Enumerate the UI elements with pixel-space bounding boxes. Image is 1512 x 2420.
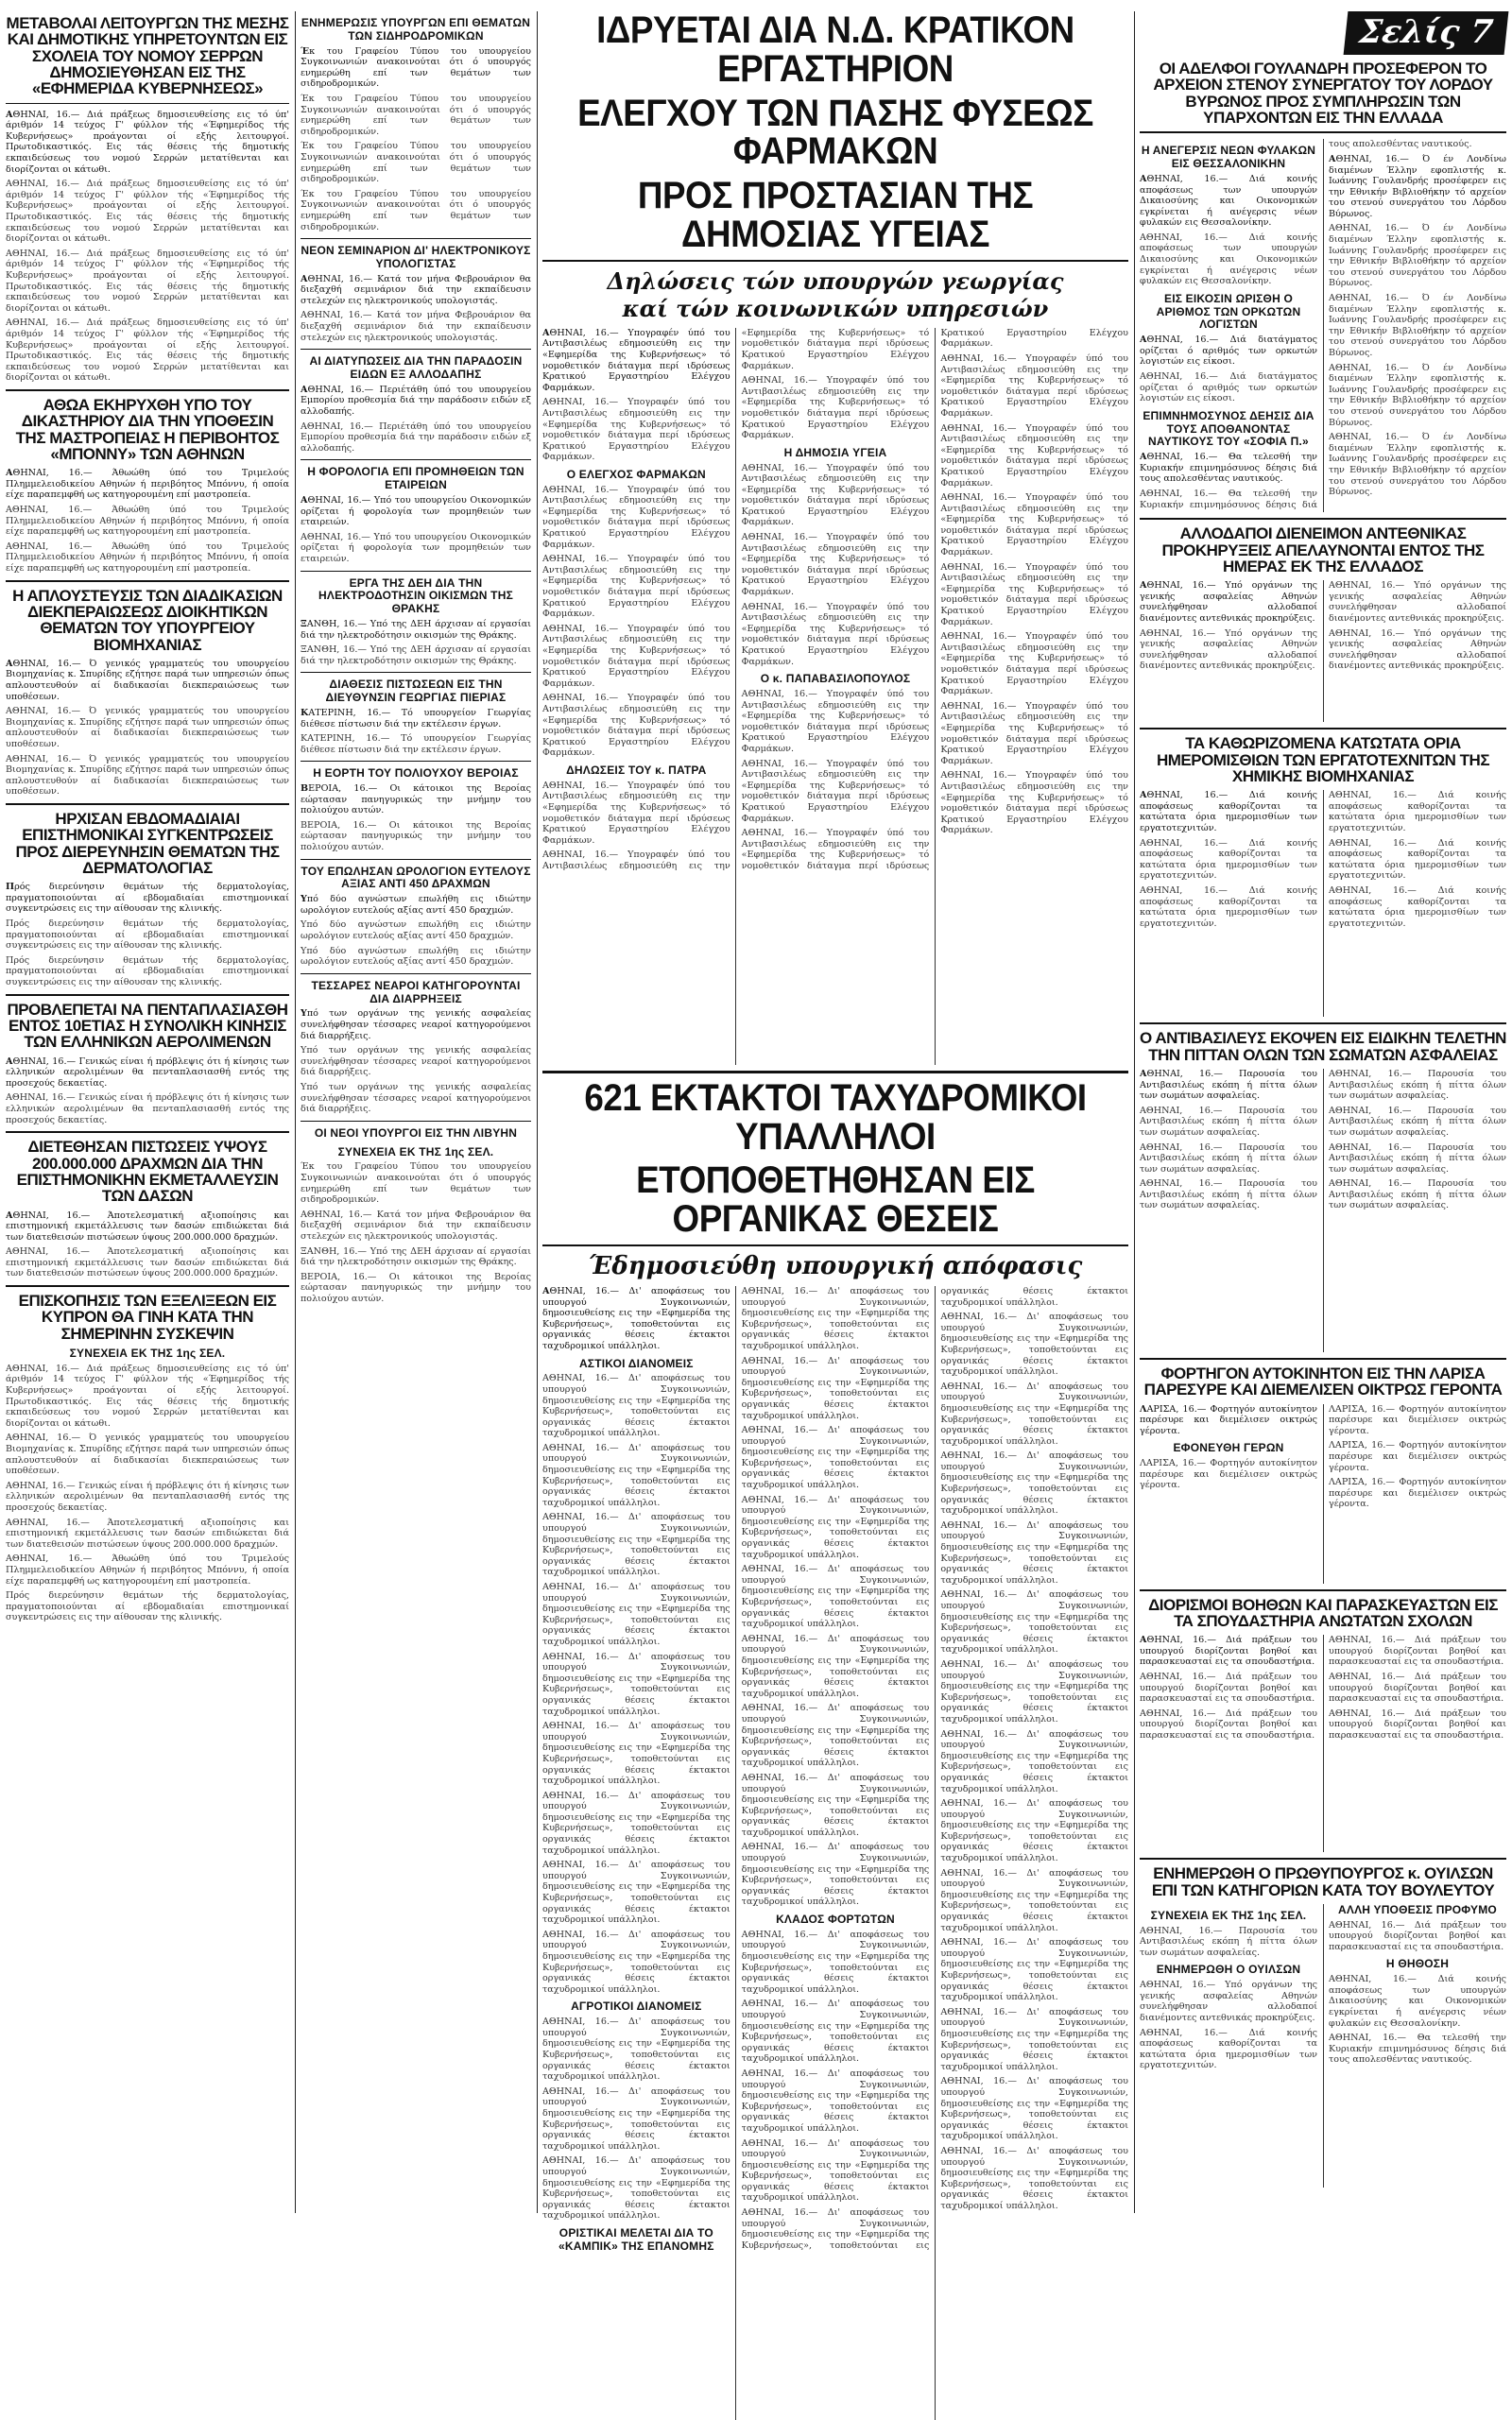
article-body [1140,139,1506,512]
article-text: ΑΘΗΝΑΙ, 16.— Δι' αποφάσεως του υπουργού Συγκοινωνιών, δημοσιευθείσης εις την «Εφημερίδα της Κυβερνήσεως», τοποθετούνται εις οργανικάς θέσεις έκτακτοι ταχυδρομικοί υπάλληλοι. [542,1651,730,1717]
headline: ΟΙ ΝΕΟΙ ΥΠΟΥΡΓΟΙ ΕΙΣ ΤΗΝ ΛΙΒΥΗΝ [314,1125,518,1140]
headline: ΜΕΤΑΒΟΛΑΙ ΛΕΙΤΟΥΡΓΩΝ ΤΗΣ ΜΕΣΗΣ ΚΑΙ ΔΗΜΟΤΙΚΗΣ ΥΠΗΡΕΤΟΥΝΤΩΝ ΕΙΣ ΣΧΟΛΕΙΑ ΤΟΥ ΝΟΜΟΥ ΣΕΡΡΩΝ ΔΗΜΟΣΙΕΥΘΗΣΑΝ ΕΙΣ ΤΗΣ «ΕΦΗΜΕΡΙΔΑ ΚΥΒΕΡΝΗΣΕΩΣ» [6,14,289,98]
headline: ΤΟΥ ΕΠΩΛΗΣΑΝ ΩΡΟΛΟΓΙΟΝ ΕΥΤΕΛΟΥΣ ΑΞΙΑΣ ΑΝΤΙ 450 ΔΡΑΧΜΩΝ [301,864,531,891]
headline-main: ΕΤΟΠΟΘΕΤΗΘΗΣΑΝ ΕΙΣ ΟΡΓΑΝΙΚΑΣ ΘΕΣΕΙΣ [636,1159,1035,1241]
article-text: ΑΘΗΝΑΙ, 16.— Κατά τον μήνα Φεβρουάριον θα διεξαχθή σεμινάριον διά την εκπαίδευσιν στελεχών εις ηλεκτρονικούς υπολογιστάς. [301,1209,531,1242]
article-text: Πρός διερεύνησιν θεμάτων τής δερματολογίας, πραγματοποιούνται αί εβδομαδιαίαι επιστημονικαί συγκεντρώσεις εις την αίθουσαν της κλινικής. [6,1590,289,1623]
article-text: ΑΘΗΝΑΙ, 16.— Δι' αποφάσεως του υπουργού Συγκοινωνιών, δημοσιευθείσης εις την «Εφημερίδα της Κυβερνήσεως», τοποθετούνται εις οργανικάς θέσεις έκτακτοι ταχυδρομικοί υπάλληλοι. [940,1658,1128,1725]
article-text: ΒΕΡΟΙΑ, 16.— Οι κάτοικοι της Βεροίας εώρτασαν πανηγυρικώς την μνήμην του πολιούχου αυτών. [301,819,531,853]
article-text: ΑΘΗΝΑΙ, 16.— Γενικώς είναι ή πρόβλεψις ότι ή κίνησις των ελληνικών αερολιμένων θα πενταπλασιασθή εντός της προσεχούς δεκαετίας. [6,1480,289,1513]
article-text: ΑΘΗΝΑΙ, 16.— Υπογραφέν ύπό του Αντιβασιλέως εδημοσιεύθη εις την «Εφημερίδα της Κυβερνήσεως» τό νομοθετικόν διάταγμα περί ιδρύσεως Κρατικού Εργαστηρίου Ελέγχου Φαρμάκων. [542,327,930,871]
article-text: ΑΘΗΝΑΙ, 16.— Υπογραφέν ύπό του Αντιβασιλέως εδημοσιεύθη εις την «Εφημερίδα της Κυβερνήσεως» τό νομοθετικόν διάταγμα περί ιδρύσεως Κρατικού Εργαστηρίου Ελέγχου Φαρμάκων. [741,532,930,598]
article-text: ΑΘΗΝΑΙ, 16.— Δι' αποφάσεως του υπουργού Συγκοινωνιών, δημοσιευθείσης εις την «Εφημερίδα της Κυβερνήσεως», τοποθετούνται εις οργανικάς θέσεις έκτακτοι ταχυδρομικοί υπάλληλοι. [940,1937,1128,2003]
divider [542,1244,1128,1246]
article-text: ΑΘΗΝΑΙ, 16.— Δι' αποφάσεως του υπουργού Συγκοινωνιών, δημοσιευθείσης εις την «Εφημερίδα της Κυβερνήσεως», τοποθετούνται εις οργανικάς θέσεις έκτακτοι ταχυδρομικοί υπάλληλοι. [741,1929,930,1995]
article-text: ΑΘΗΝΑΙ, 16.— Διά πράξεων του υπουργού διορίζονται βοηθοί και παρασκευασταί εις τα σπουδαστήρια. [1140,1635,1317,1668]
article-text: ΑΘΗΝΑΙ, 16.— Δι' αποφάσεως του υπουργού Συγκοινωνιών, δημοσιευθείσης εις την «Εφημερίδα της Κυβερνήσεως», τοποθετούνται εις οργανικάς θέσεις έκτακτοι ταχυδρομικοί υπάλληλοι. [741,1842,930,1908]
divider [6,389,289,391]
article-text: ΑΘΗΝΑΙ, 16.— Παρουσία του Αντιβασιλέως εκόπη ή πίττα όλων των σωμάτων ασφαλείας. [1329,1068,1506,1102]
article-text: ΑΘΗΝΑΙ, 16.— Διά πράξεων του υπουργού διορίζονται βοηθοί και παρασκευασταί εις τα σπουδαστήρια. [1329,1708,1506,1741]
article-text: Υπό των οργάνων της γενικής ασφαλείας συνελήφθησαν τέσσαρες νεαροί κατηγορούμενοι διά διαρρήξεις. [301,1008,531,1041]
article-text: ΑΘΗΝΑΙ, 16.— Διά πράξεως δημοσιευθείσης εις τό ύπ' άριθμόν 14 τεύχος Γ' φύλλον τής «Έφημερίδος τής Κυβερνήσεως» προάγονται οί εξής λειτουργοί. Πρωτοδικαστικός. Εις τάς θέσεις τής δημοτικής εκπαιδεύσεως του νομού Σερρών μετατίθενται και διορίζονται οι κάτωθι. [6,1363,289,1429]
section-kicker: ΟΡΙΣΤΙΚΑΙ ΜΕΛΕΤΑΙ ΔΙΑ ΤΟ «ΚΑΜΠΙΚ» ΤΗΣ ΕΠΑΝΟΜΗΣ [558,2225,714,2253]
divider [1140,518,1506,520]
article-text: ΑΘΗΝΑΙ, 16.— Διά πράξεως δημοσιευθείσης εις τό ύπ' άριθμόν 14 τεύχος Γ' φύλλον τής «Έφημερίδος τής Κυβερνήσεως» προάγονται οί εξής λειτουργοί. Πρωτοδικαστικός. Εις τάς θέσεις τής δημοτικής εκπαιδεύσεως του νομού Σερρών μετατίθενται και διορίζονται οι κάτωθι. [6,179,289,245]
article-text: ΑΘΗΝΑΙ, 16.— Δι' αποφάσεως του υπουργού Συγκοινωνιών, δημοσιευθείσης εις την «Εφημερίδα της Κυβερνήσεως», τοποθετούνται εις οργανικάς θέσεις έκτακτοι ταχυδρομικοί υπάλληλοι. [741,1285,930,1351]
article-text: ΑΘΗΝΑΙ, 16.— Δι' αποφάσεως του υπουργού Συγκοινωνιών, δημοσιευθείσης εις την «Εφημερίδα της Κυβερνήσεως», τοποθετούνται εις οργανικάς θέσεις έκτακτοι ταχυδρομικοί υπάλληλοι. [940,2145,1128,2211]
divider [1140,1358,1506,1360]
article-text: ΑΘΗΝΑΙ, 16.— Υπογραφέν ύπό του Αντιβασιλέως εδημοσιεύθη εις την «Εφημερίδα της Κυβερνήσεως» τό νομοθετικόν διάταγμα περί ιδρύσεως Κρατικού Εργαστηρίου Ελέγχου Φαρμάκων. [940,631,1128,697]
column-second [301,11,531,2213]
article-text: ΑΘΗΝΑΙ, 16.— Υπογραφέν ύπό του Αντιβασιλέως εδημοσιεύθη εις την «Εφημερίδα της Κυβερνήσεως» τό νομοθετικόν διάταγμα περί ιδρύσεως Κρατικού Εργαστηρίου Ελέγχου Φαρμάκων. [542,397,730,463]
article-text: Έκ του Γραφείου Τύπου του υπουργείου Συγκοινωνιών ανακοινούται ότι ό υπουργός ενημερώθη επί των θεμάτων των σιδηροδρομικών. [301,188,531,232]
article-text: ΑΘΗΝΑΙ, 16.— Δι' αποφάσεως του υπουργού Συγκοινωνιών, δημοσιευθείσης εις την «Εφημερίδα της Κυβερνήσεως», τοποθετούνται εις οργανικάς θέσεις έκτακτοι ταχυδρομικοί υπάλληλοι. [741,1772,930,1838]
divider [301,571,531,572]
article-text: ΑΘΗΝΑΙ, 16.— Ό έν Λονδίνω διαμένων Έλλην εφοπλιστής κ. Ιωάννης Γουλανδρής προσέφερεν εις την Εθνικήν Βιβλιοθήκην τό αρχείον του στενού συνεργάτου του Λόρδου Βύρωνος. [1329,223,1506,289]
divider [1140,1858,1506,1860]
column-center [542,9,1128,2253]
article-text: ΑΘΗΝΑΙ, 16.— Διά διατάγματος ορίζεται ό αριθμός των ορκωτών λογιστών εις είκοσι. [1140,335,1317,368]
article-text: ΑΘΗΝΑΙ, 16.— Δι' αποφάσεως του υπουργού Συγκοινωνιών, δημοσιευθείσης εις την «Εφημερίδα της Κυβερνήσεως», τοποθετούνται εις οργανικάς θέσεις έκτακτοι ταχυδρομικοί υπάλληλοι. [542,1582,730,1647]
divider [301,459,531,460]
headline: ΕΠΙΣΚΟΠΗΣΙΣ ΤΩΝ ΕΞΕΛΙΞΕΩΝ ΕΙΣ ΚΥΠΡΟΝ ΘΑ ΓΙΝΗ ΚΑΤΑ ΤΗΝ ΣΗΜΕΡΙΝΗΝ ΣΥΣΚΕΨΙΝ [18,1292,277,1343]
divider [6,994,289,996]
article-text: Πρός διερεύνησιν θεμάτων τής δερματολογίας, πραγματοποιούνται αί εβδομαδιαίαι επιστημονικαί συγκεντρώσεις εις την αίθουσαν της κλινικής. [6,918,289,952]
divider [301,1121,531,1122]
headline-main: ΠΡΟΣ ΠΡΟΣΤΑΣΙΑΝ ΤΗΣ ΔΗΜΟΣΙΑΣ ΥΓΕΙΑΣ [637,175,1034,255]
divider [6,1131,289,1133]
article-text: ΑΘΗΝΑΙ, 16.— Περιέτάθη ύπό του υπουργείου Εμπορίου προθεσμία διά την παράδοσιν ειδών εξ αλλοδαπής. [301,420,531,454]
article-text: ΑΘΗΝΑΙ, 16.— Δι' αποφάσεως του υπουργού Συγκοινωνιών, δημοσιευθείσης εις την «Εφημερίδα της Κυβερνήσεως», τοποθετούνται εις οργανικάς θέσεις έκτακτοι ταχυδρομικοί υπάλληλοι. [940,1589,1128,1656]
divider [6,803,289,805]
article-text: ΑΘΗΝΑΙ, 16.— Δι' αποφάσεως του υπουργού Συγκοινωνιών, δημοσιευθείσης εις την «Εφημερίδα της Κυβερνήσεως», τοποθετούνται εις οργανικάς θέσεις έκτακτοι ταχυδρομικοί υπάλληλοι. [542,1860,730,1926]
divider [301,672,531,673]
column-rule [1134,11,1135,2213]
article-text: ΑΘΗΝΑΙ, 16.— Παρουσία του Αντιβασιλέως εκόπη ή πίττα όλων των σωμάτων ασφαλείας. [1329,1105,1506,1138]
article-text: ΑΘΗΝΑΙ, 16.— Άθωώθη ύπό του Τριμελούς Πλημμελειοδικείου Αθηνών ή περιβόητος Μπόννυ, ή οποία είχε παραπεμφθή ως κατηγορουμένη επί μαστροπεία. [6,468,289,501]
section-kicker: ΑΛΛΗ ΥΠΟΘΕΣΙΣ ΠΡΟΦΥΜΟ [1338,1902,1497,1916]
article-text: ΑΘΗΝΑΙ, 16.— Υπό του υπουργείου Οικονομικών ορίζεται ή φορολογία των προμηθειών των εταιρειών. [301,495,531,528]
article-text: ΑΘΗΝΑΙ, 16.— Δι' αποφάσεως του υπουργού Συγκοινωνιών, δημοσιευθείσης εις την «Εφημερίδα της Κυβερνήσεως», τοποθετούνται εις οργανικάς θέσεις έκτακτοι ταχυδρομικοί υπάλληλοι. [542,1790,730,1856]
article-text: ΑΘΗΝΑΙ, 16.— Υπογραφέν ύπό του Αντιβασιλέως εδημοσιεύθη εις την «Εφημερίδα της Κυβερνήσεως» τό νομοθετικόν διάταγμα περί ιδρύσεως Κρατικού Εργαστηρίου Ελέγχου Φαρμάκων. [741,462,930,528]
article-text: ΑΘΗΝΑΙ, 16.— Δι' αποφάσεως του υπουργού Συγκοινωνιών, δημοσιευθείσης εις την «Εφημερίδα της Κυβερνήσεως», τοποθετούνται εις οργανικάς θέσεις έκτακτοι ταχυδρομικοί υπάλληλοι. [741,1703,930,1769]
headline: ΕΡΓΑ ΤΗΣ ΔΕΗ ΔΙΑ ΤΗΝ ΗΛΕΚΤΡΟΔΟΤΗΣΙΝ ΟΙΚΙΣΜΩΝ ΤΗΣ ΘΡΑΚΗΣ [318,575,513,616]
article-text: ΑΘΗΝΑΙ, 16.— Υπογραφέν ύπό του Αντιβασιλέως εδημοσιεύθη εις την «Εφημερίδα της Κυβερνήσεως» τό νομοθετικόν διάταγμα περί ιδρύσεως Κρατικού Εργαστηρίου Ελέγχου Φαρμάκων. [940,770,1128,836]
article-text: ΑΘΗΝΑΙ, 16.— Ό γενικός γραμματεύς του υπουργείου Βιομηχανίας κ. Σπυρίδης εζήτησε παρά των υπηρεσιών όπως απλουστευθούν αί διαδικασίαι διεκπεραιώσεως των υποθέσεων. [6,706,289,750]
article-body [1140,1404,1506,1584]
article-text: ΑΘΗΝΑΙ, 16.— Υπό οργάνων της γενικής ασφαλείας Αθηνών συνελήφθησαν αλλοδαποί διανέμοντες αντεθνικάς προκηρύξεις. [1140,580,1317,625]
article-text: ΑΘΗΝΑΙ, 16.— Περιέτάθη ύπό του υπουργείου Εμπορίου προθεσμία διά την παράδοσιν ειδών εξ αλλοδαπής. [301,384,531,418]
article-text: ΑΘΗΝΑΙ, 16.— Διά κοινής αποφάσεως καθορίζονται τα κατώτατα όρια ημερομισθίων των εργατοτεχνιτών. [1329,837,1506,882]
article-text: ΑΘΗΝΑΙ, 16.— Δι' αποφάσεως του υπουργού Συγκοινωνιών, δημοσιευθείσης εις την «Εφημερίδα της Κυβερνήσεως», τοποθετούνται εις οργανικάς θέσεις έκτακτοι ταχυδρομικοί υπάλληλοι. [940,1867,1128,1933]
column-right [1140,11,1506,2213]
divider [301,761,531,762]
article-text: ΚΑΤΕΡΙΝΗ, 16.— Τό υπουργείον Γεωργίας διέθεσε πίστωσιν διά την εκτέλεσιν έργων. [301,733,531,755]
headline: ΟΙ ΑΔΕΛΦΟΙ ΓΟΥΛΑΝΔΡΗ ΠΡΟΣΕΦΕΡΟΝ ΤΟ ΑΡΧΕΙΟΝ ΣΤΕΝΟΥ ΣΥΝΕΡΓΑΤΟΥ ΤΟΥ ΛΟΡΔΟΥ ΒΥΡΩΝΟΣ ΠΡΟΣ ΣΥΜΠΛΗΡΩΣΙΝ ΤΩΝ ΥΠΑΡΧΟΝΤΩΝ ΕΙΣ ΤΗΝ ΕΛΛΑΔΑ [1153,60,1493,127]
article-text: ΑΘΗΝΑΙ, 16.— Διά κοινής αποφάσεως καθορίζονται τα κατώτατα όρια ημερομισθίων των εργατοτεχνιτών. [1140,837,1317,882]
section-kicker: Η ΘΗΘΟΣΗ [1385,1957,1450,1971]
article-text: ΑΘΗΝΑΙ, 16.— Άθωώθη ύπό του Τριμελούς Πλημμελειοδικείου Αθηνών ή περιβόητος Μπόννυ, ή οποία είχε παραπεμφθή ως κατηγορουμένη επί μαστροπεία. [6,541,289,574]
article-text: ΑΘΗΝΑΙ, 16.— Ό έν Λονδίνω διαμένων Έλλην εφοπλιστής κ. Ιωάννης Γουλανδρής προσέφερεν εις την Εθνικήν Βιβλιοθήκην τό αρχείον του στενού συνεργάτου του Λόρδου Βύρωνος. [1329,153,1506,219]
article-text: ΑΘΗΝΑΙ, 16.— Παρουσία του Αντιβασιλέως εκόπη ή πίττα όλων των σωμάτων ασφαλείας. [1140,1068,1317,1102]
article-text: ΑΘΗΝΑΙ, 16.— Δι' αποφάσεως του υπουργού Συγκοινωνιών, δημοσιευθείσης εις την «Εφημερίδα της Κυβερνήσεως», τοποθετούνται εις οργανικάς θέσεις έκτακτοι ταχυδρομικοί υπάλληλοι. [542,1512,730,1578]
subheadline: Δηλώσεις τών υπουργών γεωργίας [607,266,1064,295]
section-kicker: ΕΝΗΜΕΡΩΘΗ Ο ΟΥΙΛΣΩΝ [1156,1963,1301,1977]
section-kicker: Ο ΕΛΕΓΧΟΣ ΦΑΡΜΑΚΩΝ [566,467,706,481]
article-text: ΑΘΗΝΑΙ, 16.— Δι' αποφάσεως του υπουργού Συγκοινωνιών, δημοσιευθείσης εις την «Εφημερίδα της Κυβερνήσεως», τοποθετούνται εις οργανικάς θέσεις έκτακτοι ταχυδρομικοί υπάλληλοι. [542,2085,730,2152]
article-text: ΑΘΗΝΑΙ, 16.— Υπό οργάνων της γενικής ασφαλείας Αθηνών συνελήφθησαν αλλοδαποί διανέμοντες αντεθνικάς προκηρύξεις. [1329,580,1506,625]
article-text: ΑΘΗΝΑΙ, 16.— Δι' αποφάσεως του υπουργού Συγκοινωνιών, δημοσιευθείσης εις την «Εφημερίδα της Κυβερνήσεως», τοποθετούνται εις οργανικάς θέσεις έκτακτοι ταχυδρομικοί υπάλληλοι. [741,1494,930,1560]
article-text: ΑΘΗΝΑΙ, 16.— Δι' αποφάσεως του υπουργού Συγκοινωνιών, δημοσιευθείσης εις την «Εφημερίδα της Κυβερνήσεως», τοποθετούνται εις οργανικάς θέσεις έκτακτοι ταχυδρομικοί υπάλληλοι. [940,1798,1128,1864]
article-text: ΑΘΗΝΑΙ, 16.— Ό έν Λονδίνω διαμένων Έλλην εφοπλιστής κ. Ιωάννης Γουλανδρής προσέφερεν εις την Εθνικήν Βιβλιοθήκην τό αρχείον του στενού συνεργάτου του Λόρδου Βύρωνος. [1329,293,1506,358]
headline: ΕΝΗΜΕΡΩΣΙΣ ΥΠΟΥΡΓΩΝ ΕΠΙ ΘΕΜΑΤΩΝ ΤΩΝ ΣΙΔΗΡΟΔΡΟΜΙΚΩΝ [301,16,531,43]
article-text: ΑΘΗΝΑΙ, 16.— Ό έν Λονδίνω διαμένων Έλλην εφοπλιστής κ. Ιωάννης Γουλανδρής προσέφερεν εις την Εθνικήν Βιβλιοθήκην τό αρχείον του στενού συνεργάτου του Λόρδου Βύρωνος. [1329,432,1506,498]
article-text: ΑΘΗΝΑΙ, 16.— Διά κοινής αποφάσεως καθορίζονται τα κατώτατα όρια ημερομισθίων των εργατοτεχνιτών. [1329,885,1506,929]
headline: Ο ΑΝΤΙΒΑΣΙΛΕΥΣ ΕΚΟΨΕΝ ΕΙΣ ΕΙΔΙΚΗΝ ΤΕΛΕΤΗΝ ΤΗΝ ΠΙΤΤΑΝ ΟΛΩΝ ΤΩΝ ΣΩΜΑΤΩΝ ΑΣΦΑΛΕΙΑΣ [1140,1029,1506,1064]
divider [301,859,531,860]
article-text: ΑΘΗΝΑΙ, 16.— Διά πράξεων του υπουργού διορίζονται βοηθοί και παρασκευασταί εις τα σπουδαστήρια. [1329,1919,1506,1952]
page-number-banner: Σελίς 7 [1344,11,1509,55]
article-text: ΑΘΗΝΑΙ, 16.— Δι' αποφάσεως του υπουργού Συγκοινωνιών, δημοσιευθείσης εις την «Εφημερίδα της Κυβερνήσεως», τοποθετούνται εις οργανικάς θέσεις έκτακτοι ταχυδρομικοί υπάλληλοι. [741,1564,930,1630]
article-text: Πρός διερεύνησιν θεμάτων τής δερματολογίας, πραγματοποιούνται αί εβδομαδιαίαι επιστημονικαί συγκεντρώσεις εις την αίθουσαν της κλινικής. [6,954,289,988]
article-text: ΑΘΗΝΑΙ, 16.— Δι' αποφάσεως του υπουργού Συγκοινωνιών, δημοσιευθείσης εις την «Εφημερίδα της Κυβερνήσεως», τοποθετούνται εις οργανικάς θέσεις έκτακτοι ταχυδρομικοί υπάλληλοι. [542,2017,730,2083]
article-text: Έκ του Γραφείου Τύπου του υπουργείου Συγκοινωνιών ανακοινούται ότι ό υπουργός ενημερώθη επί των θεμάτων των σιδηροδρομικών. [301,141,531,185]
headline: Η ΑΠΛΟΥΣΤΕΥΣΙΣ ΤΩΝ ΔΙΑΔΙΚΑΣΙΩΝ ΔΙΕΚΠΕΡΑΙΩΣΕΩΣ ΔΙΟΙΚΗΤΙΚΩΝ ΘΕΜΑΤΩΝ ΤΟΥ ΥΠΟΥΡΓΕΙΟΥ ΒΙΟΜΗΧΑΝΙΑΣ [12,586,283,654]
continuation-label: ΣΥΝΕΧΕΙΑ ΕΚ ΤΗΣ 1ης ΣΕΛ. [69,1347,226,1361]
article-text: ΞΑΝΘΗ, 16.— Υπό της ΔΕΗ άρχισαν αί εργασίαι διά την ηλεκτροδότησιν οικισμών της Θράκης. [301,1245,531,1268]
article-text: Έκ του Γραφείου Τύπου του υπουργείου Συγκοινωνιών ανακοινούται ότι ό υπουργός ενημερώθη επί των θεμάτων των σιδηροδρομικών. [301,93,531,137]
article-text: ΑΘΗΝΑΙ, 16.— Διά πράξεων του υπουργού διορίζονται βοηθοί και παρασκευασταί εις τα σπουδαστήρια. [1329,1635,1506,1668]
divider [301,973,531,974]
article-text: ΑΘΗΝΑΙ, 16.— Διά κοινής αποφάσεως των υπουργών Δικαιοσύνης και Οικονομικών εγκρίνεται ή ανέγερσις νέων φυλακών εις Θεσσαλονίκην. [1140,173,1317,229]
article-text: ΑΘΗΝΑΙ, 16.— Δι' αποφάσεως του υπουργού Συγκοινωνιών, δημοσιευθείσης εις την «Εφημερίδα της Κυβερνήσεως», τοποθετούνται εις οργανικάς θέσεις έκτακτοι ταχυδρομικοί υπάλληλοι. [542,1285,730,1351]
article-text: ΑΘΗΝΑΙ, 16.— Ό γενικός γραμματεύς του υπουργείου Βιομηχανίας κ. Σπυρίδης εζήτησε παρά των υπηρεσιών όπως απλουστευθούν αί διαδικασίαι διεκπεραιώσεως των υποθέσεων. [6,1433,289,1477]
article-text: ΑΘΗΝΑΙ, 16.— Δι' αποφάσεως του υπουργού Συγκοινωνιών, δημοσιευθείσης εις την «Εφημερίδα της Κυβερνήσεως», τοποθετούνται εις οργανικάς θέσεις έκτακτοι ταχυδρομικοί υπάλληλοι. [542,1929,730,1995]
continuation-label: ΣΥΝΕΧΕΙΑ ΕΚ ΤΗΣ 1ης ΣΕΛ. [1150,1908,1307,1922]
divider [301,349,531,350]
article-text: ΑΘΗΝΑΙ, 16.— Άποτελεσματική αξιοποίησις και επιστημονική εκμετάλλευσις των δασών επιδιώκεται διά των διατεθεισών πιστώσεων ύψους 200.000.000 δραχμών. [6,1210,289,1243]
headline: Η ΦΟΡΟΛΟΓΙΑ ΕΠΙ ΠΡΟΜΗΘΕΙΩΝ ΤΩΝ ΕΤΑΙΡΕΙΩΝ [307,465,524,492]
article-text: ΑΘΗΝΑΙ, 16.— Υπογραφέν ύπό του Αντιβασιλέως εδημοσιεύθη εις την «Εφημερίδα της Κυβερνήσεως» τό νομοθετικόν διάταγμα περί ιδρύσεως Κρατικού Εργαστηρίου Ελέγχου Φαρμάκων. [542,623,730,689]
article-body [1140,790,1506,1017]
article-text: ΑΘΗΝΑΙ, 16.— Δι' αποφάσεως του υπουργού Συγκοινωνιών, δημοσιευθείσης εις την «Εφημερίδα της Κυβερνήσεως», τοποθετούνται εις οργανικάς θέσεις έκτακτοι ταχυδρομικοί υπάλληλοι. [542,2155,730,2222]
article-text: ΑΘΗΝΑΙ, 16.— Δι' αποφάσεως του υπουργού Συγκοινωνιών, δημοσιευθείσης εις την «Εφημερίδα της Κυβερνήσεως», τοποθετούνται εις οργανικάς θέσεις έκτακτοι ταχυδρομικοί υπάλληλοι. [741,1355,930,1421]
article-text: ΑΘΗΝΑΙ, 16.— Θα τελεσθή την Κυριακήν επιμνημόσυνος δέησις διά τους απολεσθέντας ναυτικούς. [1140,452,1317,485]
article-text: ΛΑΡΙΣΑ, 16.— Φορτηγόν αυτοκίνητον παρέσυρε και διεμέλισεν οικτρώς γέροντα. [1329,1403,1506,1436]
article-text: ΑΘΗΝΑΙ, 16.— Υπό οργάνων της γενικής ασφαλείας Αθηνών συνελήφθησαν αλλοδαποί διανέμοντες αντεθνικάς προκηρύξεις. [1140,627,1317,672]
article-text: ΑΘΗΝΑΙ, 16.— Παρουσία του Αντιβασιλέως εκόπη ή πίττα όλων των σωμάτων ασφαλείας. [1140,1141,1317,1175]
article-text: ΑΘΗΝΑΙ, 16.— Δι' αποφάσεως του υπουργού Συγκοινωνιών, δημοσιευθείσης εις την «Εφημερίδα της Κυβερνήσεως», τοποθετούνται εις οργανικάς θέσεις έκτακτοι ταχυδρομικοί υπάλληλοι. [542,1721,730,1787]
article-text: ΑΘΗΝΑΙ, 16.— Υπό οργάνων της γενικής ασφαλείας Αθηνών συνελήφθησαν αλλοδαποί διανέμοντες αντεθνικάς προκηρύξεις. [1329,627,1506,672]
article-text: ΑΘΗΝΑΙ, 16.— Υπογραφέν ύπό του Αντιβασιλέως εδημοσιεύθη εις την «Εφημερίδα της Κυβερνήσεως» τό νομοθετικόν διάταγμα περί ιδρύσεως Κρατικού Εργαστηρίου Ελέγχου Φαρμάκων. [741,758,930,824]
page-masthead [1346,11,1506,55]
article-text: Υπό δύο αγνώστων επωλήθη εις ιδιώτην ωρολόγιον ευτελούς αξίας αντί 450 δραχμών. [301,894,531,916]
article-text: ΑΘΗΝΑΙ, 16.— Δι' αποφάσεως του υπουργού Συγκοινωνιών, δημοσιευθείσης εις την «Εφημερίδα της Κυβερνήσεως», τοποθετούνται εις οργανικάς θέσεις έκτακτοι ταχυδρομικοί υπάλληλοι. [741,2137,930,2204]
section-kicker: Ο κ. ΠΑΠΑΒΑΣΙΛΟΠΟΥΛΟΣ [760,672,911,686]
divider [6,103,289,104]
article-text: ΑΘΗΝΑΙ, 16.— Παρουσία του Αντιβασιλέως εκόπη ή πίττα όλων των σωμάτων ασφαλείας. [1329,1141,1506,1175]
article-text: ΑΘΗΝΑΙ, 16.— Υπογραφέν ύπό του Αντιβασιλέως εδημοσιεύθη εις την «Εφημερίδα της Κυβερνήσεως» τό νομοθετικόν διάταγμα περί ιδρύσεως Κρατικού Εργαστηρίου Ελέγχου Φαρμάκων. [542,693,730,759]
section-kicker: ΑΣΤΙΚΟΙ ΔΙΑΝΟΜΕΙΣ [578,1356,694,1370]
article-text: ΑΘΗΝΑΙ, 16.— Ό έν Λονδίνω διαμένων Έλλην εφοπλιστής κ. Ιωάννης Γουλανδρής προσέφερεν εις την Εθνικήν Βιβλιοθήκην τό αρχείον του στενού συνεργάτου του Λόρδου Βύρωνος. [1329,362,1506,428]
article-text: ΑΘΗΝΑΙ, 16.— Υπογραφέν ύπό του Αντιβασιλέως εδημοσιεύθη εις την «Εφημερίδα της Κυβερνήσεως» τό νομοθετικόν διάταγμα περί ιδρύσεως Κρατικού Εργαστηρίου Ελέγχου Φαρμάκων. [542,327,730,393]
article-text: ΑΘΗΝΑΙ, 16.— Υπογραφέν ύπό του Αντιβασιλέως εδημοσιεύθη εις την «Εφημερίδα της Κυβερνήσεως» τό νομοθετικόν διάταγμα περί ιδρύσεως Κρατικού Εργαστηρίου Ελέγχου Φαρμάκων. [940,422,1128,489]
headline: ΕΠΙΜΝΗΜΟΣΥΝΟΣ ΔΕΗΣΙΣ ΔΙΑ ΤΟΥΣ ΑΠΟΘΑΝΟΝΤΑΣ ΝΑΥΤΙΚΟΥΣ ΤΟΥ «ΣΟΦΙΑ Π.» [1143,408,1314,449]
article-text: ΑΘΗΝΑΙ, 16.— Υπογραφέν ύπό του Αντιβασιλέως εδημοσιεύθη εις την «Εφημερίδα της Κυβερνήσεως» τό νομοθετικόν διάταγμα περί ιδρύσεως Κρατικού Εργαστηρίου Ελέγχου Φαρμάκων. [542,780,730,846]
article-text: ΑΘΗΝΑΙ, 16.— Άποτελεσματική αξιοποίησις και επιστημονική εκμετάλλευσις των δασών επιδιώκεται διά των διατεθεισών πιστώσεων ύψους 200.000.000 δραχμών. [6,1517,289,1550]
article-text: ΑΘΗΝΑΙ, 16.— Κατά τον μήνα Φεβρουάριον θα διεξαχθή σεμινάριον διά την εκπαίδευσιν στελεχών εις ηλεκτρονικούς υπολογιστάς. [301,273,531,306]
article-text: ΑΘΗΝΑΙ, 16.— Δι' αποφάσεως του υπουργού Συγκοινωνιών, δημοσιευθείσης εις την «Εφημερίδα της Κυβερνήσεως», τοποθετούνται εις οργανικάς θέσεις έκτακτοι ταχυδρομικοί υπάλληλοι. [940,1450,1128,1517]
article-text: ΑΘΗΝΑΙ, 16.— Δι' αποφάσεως του υπουργού Συγκοινωνιών, δημοσιευθείσης εις την «Εφημερίδα της Κυβερνήσεως», τοποθετούνται εις οργανικάς θέσεις έκτακτοι ταχυδρομικοί υπάλληλοι. [940,1312,1128,1378]
article-text: ΑΘΗΝΑΙ, 16.— Διά κοινής αποφάσεως καθορίζονται τα κατώτατα όρια ημερομισθίων των εργατοτεχνιτών. [1329,790,1506,834]
article-text: Υπό δύο αγνώστων επωλήθη εις ιδιώτην ωρολόγιον ευτελούς αξίας αντί 450 δραχμών. [301,919,531,942]
article-text: ΑΘΗΝΑΙ, 16.— Υπό οργάνων της γενικής ασφαλείας Αθηνών συνελήφθησαν αλλοδαποί διανέμοντες αντεθνικάς προκηρύξεις. [1140,1980,1317,2024]
article-body [1140,580,1506,722]
article-text: ΑΘΗΝΑΙ, 16.— Δι' αποφάσεως του υπουργού Συγκοινωνιών, δημοσιευθείσης εις την «Εφημερίδα της Κυβερνήσεως», τοποθετούνται εις οργανικάς θέσεις έκτακτοι ταχυδρομικοί υπάλληλοι. [741,2068,930,2134]
article-text: ΑΘΗΝΑΙ, 16.— Δι' αποφάσεως του υπουργού Συγκοινωνιών, δημοσιευθείσης εις την «Εφημερίδα της Κυβερνήσεως», τοποθετούνται εις οργανικάς θέσεις έκτακτοι ταχυδρομικοί υπάλληλοι. [940,1519,1128,1586]
article-text: ΛΑΡΙΣΑ, 16.— Φορτηγόν αυτοκίνητον παρέσυρε και διεμέλισεν οικτρώς γέροντα. [1329,1477,1506,1510]
article-text: ΑΘΗΝΑΙ, 16.— Δι' αποφάσεως του υπουργού Συγκοινωνιών, δημοσιευθείσης εις την «Εφημερίδα της Κυβερνήσεως», τοποθετούνται εις οργανικάς θέσεις έκτακτοι ταχυδρομικοί υπάλληλοι. [741,1633,930,1699]
divider [542,260,1128,262]
subheadline: καί τών κοινωνικών υπηρεσιών [622,294,1049,322]
divider [1140,131,1506,133]
headline: ΗΡΧΙΣΑΝ ΕΒΔΟΜΑΔΙΑΙΑΙ ΕΠΙΣΤΗΜΟΝΙΚΑΙ ΣΥΓΚΕΝΤΡΩΣΕΙΣ ΠΡΟΣ ΔΙΕΡΕΥΝΗΣΙΝ ΘΕΜΑΤΩΝ ΤΗΣ ΔΕΡΜΑΤΟΛΟΓΙΑΣ [15,809,280,877]
article-text: Έκ του Γραφείου Τύπου του υπουργείου Συγκοινωνιών ανακοινούται ότι ό υπουργός ενημερώθη επί των θεμάτων των σιδηροδρομικών. [301,1161,531,1206]
article-text: ΑΘΗΝΑΙ, 16.— Δι' αποφάσεως του υπουργού Συγκοινωνιών, δημοσιευθείσης εις την «Εφημερίδα της Κυβερνήσεως», τοποθετούνται εις οργανικάς θέσεις έκτακτοι ταχυδρομικοί υπάλληλοι. [741,1999,930,2065]
headline: ΤΑ ΚΑΘΩΡΙΖΟΜΕΝΑ ΚΑΤΩΤΑΤΑ ΟΡΙΑ ΗΜΕΡΟΜΙΣΘΙΩΝ ΤΩΝ ΕΡΓΑΤΟΤΕΧΝΙΤΩΝ ΤΗΣ ΧΗΜΙΚΗΣ ΒΙΟΜΗΧΑΝΙΑΣ [1156,734,1490,785]
article-body [542,328,1128,1065]
headline: ΦΟΡΤΗΓΟΝ ΑΥΤΟΚΙΝΗΤΟΝ ΕΙΣ ΤΗΝ ΛΑΡΙΣΑ ΠΑΡΕΣΥΡΕ ΚΑΙ ΔΙΕΜΕΛΙΣΕΝ ΟΙΚΤΡΩΣ ΓΕΡΟΝΤΑ [1143,1364,1503,1399]
column-left [6,11,289,2213]
headline-main: 621 ΕΚΤΑΚΤΟΙ ΤΑΧΥΔΡΟΜΙΚΟΙ ΥΠΑΛΛΗΛΟΙ [584,1076,1087,1158]
article-text: ΑΘΗΝΑΙ, 16.— Διά κοινής αποφάσεως καθορίζονται τα κατώτατα όρια ημερομισθίων των εργατοτεχνιτών. [1140,885,1317,929]
article-text: ΑΘΗΝΑΙ, 16.— Διά πράξεων του υπουργού διορίζονται βοηθοί και παρασκευασταί εις τα σπουδαστήρια. [1329,1672,1506,1705]
section-kicker: ΕΦΟΝΕΥΘΗ ΓΕΡΩΝ [1173,1441,1284,1455]
article-text: Πρός διερεύνησιν θεμάτων τής δερματολογίας, πραγματοποιούνται αί εβδομαδιαίαι επιστημονικαί συγκεντρώσεις εις την αίθουσαν της κλινικής. [6,882,289,915]
column-rule [295,11,296,2213]
article-text: ΑΘΗΝΑΙ, 16.— Υπογραφέν ύπό του Αντιβασιλέως εδημοσιεύθη εις την «Εφημερίδα της Κυβερνήσεως» τό νομοθετικόν διάταγμα περί ιδρύσεως Κρατικού Εργαστηρίου Ελέγχου Φαρμάκων. [940,561,1128,627]
headline: ΕΙΣ ΕΙΚΟΣΙΝ ΩΡΙΣΘΗ Ο ΑΡΙΘΜΟΣ ΤΩΝ ΟΡΚΩΤΩΝ ΛΟΓΙΣΤΩΝ [1156,291,1301,332]
section-kicker: ΔΗΛΩΣΕΙΣ ΤΟΥ κ. ΠΑΤΡΑ [566,763,707,777]
divider [6,580,289,582]
section-kicker: ΑΓΡΟΤΙΚΟΙ ΔΙΑΝΟΜΕΙΣ [571,2000,702,2014]
subheadline: Έδημοσιεύθη υπουργική απόφασις [588,1251,1083,1280]
article-text: ΑΘΗΝΑΙ, 16.— Θα τελεσθή την Κυριακήν επιμνημόσυνος δέησις διά τους απολεσθέντας ναυτικούς. [1329,2033,1506,2066]
article-text: ΑΘΗΝΑΙ, 16.— Διά πράξεως δημοσιευθείσης εις τό ύπ' άριθμόν 14 τεύχος Γ' φύλλον τής «Έφημερίδος τής Κυβερνήσεως» προάγονται οί εξής λειτουργοί. Πρωτοδικαστικός. Εις τάς θέσεις τής δημοτικής εκπαιδεύσεως του νομού Σερρών μετατίθενται και διορίζονται οι κάτωθι. [6,248,289,314]
article-text: ΑΘΗΝΑΙ, 16.— Γενικώς είναι ή πρόβλεψις ότι ή κίνησις των ελληνικών αερολιμένων θα πενταπλασιασθή εντός της προσεχούς δεκαετίας. [6,1056,289,1089]
article-text: ΛΑΡΙΣΑ, 16.— Φορτηγόν αυτοκίνητον παρέσυρε και διεμέλισεν οικτρώς γέροντα. [1329,1440,1506,1473]
article-text: ΑΘΗΝΑΙ, 16.— Ό γενικός γραμματεύς του υπουργείου Βιομηχανίας κ. Σπυρίδης εζήτησε παρά των υπηρεσιών όπως απλουστευθούν αί διαδικασίαι διεκπεραιώσεως των υποθέσεων. [6,753,289,798]
article-text: ΑΘΗΝΑΙ, 16.— Άποτελεσματική αξιοποίησις και επιστημονική εκμετάλλευσις των δασών επιδιώκεται διά των διατεθεισών πιστώσεων ύψους 200.000.000 δραχμών. [6,1246,289,1279]
headline: ΑΛΛΟΔΑΠΟΙ ΔΙΕΝΕΙΜΟΝ ΑΝΤΕΘΝΙΚΑΣ ΠΡΟΚΗΡΥΞΕΙΣ ΑΠΕΛΑΥΝΟΝΤΑΙ ΕΝΤΟΣ ΤΗΣ ΗΜΕΡΑΣ ΕΚ ΤΗΣ ΕΛΛΑΔΟΣ [1161,524,1485,575]
article-text: ΑΘΗΝΑΙ, 16.— Κατά τον μήνα Φεβρουάριον θα διεξαχθή σεμινάριον διά την εκπαίδευσιν στελεχών εις ηλεκτρονικούς υπολογιστάς. [301,310,531,343]
divider [1140,1589,1506,1591]
article-text: ΑΘΗΝΑΙ, 16.— Διά πράξεως δημοσιευθείσης εις τό ύπ' άριθμόν 14 τεύχος Γ' φύλλον τής «Έφημερίδος τής Κυβερνήσεως» προάγονται οί εξής λειτουργοί. Πρωτοδικαστικός. Εις τάς θέσεις τής δημοτικής εκπαιδεύσεως του νομού Σερρών μετατίθενται και διορίζονται οι κάτωθι. [6,318,289,384]
article-body [542,1286,1128,2420]
article-text: ΑΘΗΝΑΙ, 16.— Δι' αποφάσεως του υπουργού Συγκοινωνιών, δημοσιευθείσης εις την «Εφημερίδα της Κυβερνήσεως», τοποθετούνται εις οργανικάς θέσεις έκτακτοι ταχυδρομικοί υπάλληλοι. [940,2006,1128,2072]
article-text: ΑΘΗΝΑΙ, 16.— Υπογραφέν ύπό του Αντιβασιλέως εδημοσιεύθη εις την «Εφημερίδα της Κυβερνήσεως» τό νομοθετικόν διάταγμα περί ιδρύσεως Κρατικού Εργαστηρίου Ελέγχου Φαρμάκων. [741,327,1128,871]
article-text: ΑΘΗΝΑΙ, 16.— Ό γενικός γραμματεύς του υπουργείου Βιομηχανίας κ. Σπυρίδης εζήτησε παρά των υπηρεσιών όπως απλουστευθούν αί διαδικασίαι διεκπεραιώσεως των υποθέσεων. [6,658,289,702]
article-text: ΑΘΗΝΑΙ, 16.— Διά διατάγματος ορίζεται ό αριθμός των ορκωτών λογιστών εις είκοσι. [1140,371,1317,404]
headline: ΔΙΕΤΕΘΗΣΑΝ ΠΙΣΤΩΣΕΙΣ ΥΨΟΥΣ 200.000.000 ΔΡΑΧΜΩΝ ΔΙΑ ΤΗΝ ΕΠΙΣΤΗΜΟΝΙΚΗΝ ΕΚΜΕΤΑΛΛΕΥΣΙΝ ΤΩΝ ΔΑΣΩΝ [16,1138,279,1206]
article-text: ΚΑΤΕΡΙΝΗ, 16.— Τό υπουργείον Γεωργίας διέθεσε πίστωσιν διά την εκτέλεσιν έργων. [301,707,531,729]
headline: ΝΕΟΝ ΣΕΜΙΝΑΡΙΟΝ ΔΙ' ΗΛΕΚΤΡΟΝΙΚΟΥΣ ΥΠΟΛΟΓΙΣΤΑΣ [301,244,531,270]
article-text: ΒΕΡΟΙΑ, 16.— Οι κάτοικοι της Βεροίας εώρτασαν πανηγυρικώς την μνήμην του πολιούχου αυτών. [301,783,531,816]
article-text: Υπό δύο αγνώστων επωλήθη εις ιδιώτην ωρολόγιον ευτελούς αξίας αντί 450 δραχμών. [301,945,531,968]
headline: ΕΝΗΜΕΡΩΘΗ Ο ΠΡΩΘΥΠΟΥΡΓΟΣ κ. ΟΥΙΛΣΩΝ ΕΠΙ ΤΩΝ ΚΑΤΗΓΟΡΙΩΝ ΚΑΤΑ ΤΟΥ ΒΟΥΛΕΥΤΟΥ [1151,1864,1495,1899]
article-text: ΑΘΗΝΑΙ, 16.— Θα τελεσθή την Κυριακήν επιμνημόσυνος δέησις διά τους απολεσθέντας ναυτικούς. [1140,139,1472,510]
divider [6,1285,289,1287]
headline: ΑΘΩΑ ΕΚΗΡΥΧΘΗ ΥΠΟ ΤΟΥ ΔΙΚΑΣΤΗΡΙΟΥ ΔΙΑ ΤΗΝ ΥΠΟΘΕΣΙΝ ΤΗΣ ΜΑΣΤΡΟΠΕΙΑΣ Η ΠΕΡΙΒΟΗΤΟΣ «ΜΠΟΝΝΥ» ΤΩΝ ΑΘΗΝΩΝ [15,395,280,463]
article-text: ΑΘΗΝΑΙ, 16.— Υπό του υπουργείου Οικονομικών ορίζεται ή φορολογία των προμηθειών των εταιρειών. [301,531,531,564]
article-text: ΑΘΗΝΑΙ, 16.— Δι' αποφάσεως του υπουργού Συγκοινωνιών, δημοσιευθείσης εις την «Εφημερίδα της Κυβερνήσεως», τοποθετούνται εις οργανικάς θέσεις έκτακτοι ταχυδρομικοί υπάλληλοι. [741,1285,1128,2251]
article-text: Υπό των οργάνων της γενικής ασφαλείας συνελήφθησαν τέσσαρες νεαροί κατηγορούμενοι διά διαρρήξεις. [301,1045,531,1078]
article-text: ΑΘΗΝΑΙ, 16.— Διά κοινής αποφάσεως καθορίζονται τα κατώτατα όρια ημερομισθίων των εργατοτεχνιτών. [1140,790,1317,834]
divider [542,1071,1128,1073]
headline: Η ΑΝΕΓΕΡΣΙΣ ΝΕΩΝ ΦΥΛΑΚΩΝ ΕΙΣ ΘΕΣΣΑΛΟΝΙΚΗΝ [1141,144,1316,171]
article-text: ΑΘΗΝΑΙ, 16.— Παρουσία του Αντιβασιλέως εκόπη ή πίττα όλων των σωμάτων ασφαλείας. [1140,1925,1317,1958]
article-text: ΑΘΗΝΑΙ, 16.— Υπογραφέν ύπό του Αντιβασιλέως εδημοσιεύθη εις την «Εφημερίδα της Κυβερνήσεως» τό νομοθετικόν διάταγμα περί ιδρύσεως Κρατικού Εργαστηρίου Ελέγχου Φαρμάκων. [940,492,1128,558]
article-text: ΑΘΗΝΑΙ, 16.— Δι' αποφάσεως του υπουργού Συγκοινωνιών, δημοσιευθείσης εις την «Εφημερίδα της Κυβερνήσεως», τοποθετούνται εις οργανικάς θέσεις έκτακτοι ταχυδρομικοί υπάλληλοι. [940,1381,1128,1447]
article-text: ΑΘΗΝΑΙ, 16.— Δι' αποφάσεως του υπουργού Συγκοινωνιών, δημοσιευθείσης εις την «Εφημερίδα της Κυβερνήσεως», τοποθετούνται εις οργανικάς θέσεις έκτακτοι ταχυδρομικοί υπάλληλοι. [940,2076,1128,2142]
article-text: ΑΘΗΝΑΙ, 16.— Διά κοινής αποφάσεως καθορίζονται τα κατώτατα όρια ημερομισθίων των εργατοτεχνιτών. [1140,2027,1317,2071]
article-text: ΑΘΗΝΑΙ, 16.— Υπογραφέν ύπό του Αντιβασιλέως εδημοσιεύθη εις την «Εφημερίδα της Κυβερνήσεως» τό νομοθετικόν διάταγμα περί ιδρύσεως Κρατικού Εργαστηρίου Ελέγχου Φαρμάκων. [940,700,1128,766]
article-text: ΑΘΗΝΑΙ, 16.— Παρουσία του Αντιβασιλέως εκόπη ή πίττα όλων των σωμάτων ασφαλείας. [1140,1178,1317,1211]
article-text: ΑΘΗΝΑΙ, 16.— Δι' αποφάσεως του υπουργού Συγκοινωνιών, δημοσιευθείσης εις την «Εφημερίδα της Κυβερνήσεως», τοποθετούνται εις οργανικάς θέσεις έκτακτοι ταχυδρομικοί υπάλληλοι. [940,1728,1128,1794]
article-body [1140,1069,1506,1352]
divider [1140,728,1506,729]
article-text: ΑΘΗΝΑΙ, 16.— Διά πράξεων του υπουργού διορίζονται βοηθοί και παρασκευασταί εις τα σπουδαστήρια. [1140,1672,1317,1705]
article-text: ΑΘΗΝΑΙ, 16.— Υπογραφέν ύπό του Αντιβασιλέως εδημοσιεύθη εις την «Εφημερίδα της Κυβερνήσεως» τό νομοθετικόν διάταγμα περί ιδρύσεως Κρατικού Εργαστηρίου Ελέγχου Φαρμάκων. [940,352,1128,419]
divider [301,238,531,239]
article-text: ΑΘΗΝΑΙ, 16.— Υπογραφέν ύπό του Αντιβασιλέως εδημοσιεύθη εις την «Εφημερίδα της Κυβερνήσεως» τό νομοθετικόν διάταγμα περί ιδρύσεως Κρατικού Εργαστηρίου Ελέγχου Φαρμάκων. [542,484,730,550]
article-text: ΑΘΗΝΑΙ, 16.— Διά κοινής αποφάσεως των υπουργών Δικαιοσύνης και Οικονομικών εγκρίνεται ή ανέγερσις νέων φυλακών εις Θεσσαλονίκην. [1329,1974,1506,2029]
article-text: ΛΑΡΙΣΑ, 16.— Φορτηγόν αυτοκίνητον παρέσυρε και διεμέλισεν οικτρώς γέροντα. [1140,1403,1317,1436]
article-text: ΑΘΗΝΑΙ, 16.— Υπογραφέν ύπό του Αντιβασιλέως εδημοσιεύθη εις την «Εφημερίδα της Κυβερνήσεως» τό νομοθετικόν διάταγμα περί ιδρύσεως Κρατικού Εργαστηρίου Ελέγχου Φαρμάκων. [741,601,930,667]
article-text: ΑΘΗΝΑΙ, 16.— Δι' αποφάσεως του υπουργού Συγκοινωνιών, δημοσιευθείσης εις την «Εφημερίδα της Κυβερνήσεως», τοποθετούνται εις οργανικάς θέσεις έκτακτοι ταχυδρομικοί υπάλληλοι. [542,1373,730,1439]
article-body [1140,1635,1506,1852]
headline-main: ΙΔΡΥΕΤΑΙ ΔΙΑ Ν.Δ. ΚΡΑΤΙΚΟΝ ΕΡΓΑΣΤΗΡΙΟΝ [596,9,1074,90]
article-text: ΒΕΡΟΙΑ, 16.— Οι κάτοικοι της Βεροίας εώρτασαν πανηγυρικώς την μνήμην του πολιούχου αυτών. [301,1271,531,1304]
article-text: ΛΑΡΙΣΑ, 16.— Φορτηγόν αυτοκίνητον παρέσυρε και διεμέλισεν οικτρώς γέροντα. [1140,1458,1317,1491]
headline: ΔΙΟΡΙΣΜΟΙ ΒΟΗΘΩΝ ΚΑΙ ΠΑΡΑΣΚΕΥΑΣΤΩΝ ΕΙΣ ΤΑ ΣΠΟΥΔΑΣΤΗΡΙΑ ΑΝΩΤΑΤΩΝ ΣΧΟΛΩΝ [1148,1595,1498,1630]
headline: ΑΙ ΔΙΑΤΥΠΩΣΕΙΣ ΔΙΑ ΤΗΝ ΠΑΡΑΔΟΣΙΝ ΕΙΔΩΝ ΕΞ ΑΛΛΟΔΑΠΗΣ [309,354,523,382]
article-text: ΑΘΗΝΑΙ, 16.— Υπογραφέν ύπό του Αντιβασιλέως εδημοσιεύθη εις την «Εφημερίδα της Κυβερνήσεως» τό νομοθετικόν διάταγμα περί ιδρύσεως Κρατικού Εργαστηρίου Ελέγχου Φαρμάκων. [741,689,930,754]
article-text: Υπό των οργάνων της γενικής ασφαλείας συνελήφθησαν τέσσαρες νεαροί κατηγορούμενοι διά διαρρήξεις. [301,1081,531,1115]
continuation-label: ΣΥΝΕΧΕΙΑ ΕΚ ΤΗΣ 1ης ΣΕΛ. [337,1144,494,1159]
article-text: ΑΘΗΝΑΙ, 16.— Υπογραφέν ύπό του Αντιβασιλέως εδημοσιεύθη εις την «Εφημερίδα της Κυβερνήσεως» τό νομοθετικόν διάταγμα περί ιδρύσεως Κρατικού Εργαστηρίου Ελέγχου Φαρμάκων. [542,554,730,620]
section-kicker: ΚΛΑΔΟΣ ΦΟΡΤΩΤΩΝ [776,1913,895,1927]
article-text: ΑΘΗΝΑΙ, 16.— Διά κοινής αποφάσεως των υπουργών Δικαιοσύνης και Οικονομικών εγκρίνεται ή ανέγερσις νέων φυλακών εις Θεσσαλονίκην. [1140,232,1317,287]
article-body [1140,1904,1506,2188]
divider [1140,1022,1506,1024]
section-kicker: Η ΔΗΜΟΣΙΑ ΥΓΕΙΑ [783,445,887,459]
headline: ΔΙΑΘΕΣΙΣ ΠΙΣΤΩΣΕΩΝ ΕΙΣ ΤΗΝ ΔΙΕΥΘΥΝΣΙΝ ΓΕΩΡΓΙΑΣ ΠΙΕΡΙΑΣ [325,678,507,705]
article-text: ΑΘΗΝΑΙ, 16.— Παρουσία του Αντιβασιλέως εκόπη ή πίττα όλων των σωμάτων ασφαλείας. [1140,1105,1317,1138]
article-text: ΑΘΗΝΑΙ, 16.— Δι' αποφάσεως του υπουργού Συγκοινωνιών, δημοσιευθείσης εις την «Εφημερίδα της Κυβερνήσεως», τοποθετούνται εις οργανικάς θέσεις έκτακτοι ταχυδρομικοί υπάλληλοι. [542,1442,730,1508]
article-text: ΞΑΝΘΗ, 16.— Υπό της ΔΕΗ άρχισαν αί εργασίαι διά την ηλεκτροδότησιν οικισμών της Θράκης. [301,618,531,641]
headline-main: ΕΛΕΓΧΟΥ ΤΩΝ ΠΑΣΗΣ ΦΥΣΕΩΣ ΦΑΡΜΑΚΩΝ [577,92,1093,173]
article-text: ΞΑΝΘΗ, 16.— Υπό της ΔΕΗ άρχισαν αί εργασίαι διά την ηλεκτροδότησιν οικισμών της Θράκης. [301,644,531,666]
article-text: ΑΘΗΝΑΙ, 16.— Υπογραφέν ύπό του Αντιβασιλέως εδημοσιεύθη εις την «Εφημερίδα της Κυβερνήσεως» τό νομοθετικόν διάταγμα περί ιδρύσεως Κρατικού Εργαστηρίου Ελέγχου Φαρμάκων. [741,375,930,441]
article-text: ΑΘΗΝΑΙ, 16.— Γενικώς είναι ή πρόβλεψις ότι ή κίνησις των ελληνικών αερολιμένων θα πενταπλασιασθή εντός της προσεχούς δεκαετίας. [6,1092,289,1125]
headline: ΤΕΣΣΑΡΕΣ ΝΕΑΡΟΙ ΚΑΤΗΓΟΡΟΥΝΤΑΙ ΔΙΑ ΔΙΑΡΡΗΞΕΙΣ [311,978,521,1005]
column-rule [537,11,538,2213]
headline: Η ΕΟΡΤΗ ΤΟΥ ΠΟΛΙΟΥΧΟΥ ΒΕΡΟΙΑΣ [313,766,519,781]
article-text: ΑΘΗΝΑΙ, 16.— Άθωώθη ύπό του Τριμελούς Πλημμελειοδικείου Αθηνών ή περιβόητος Μπόννυ, ή οποία είχε παραπεμφθή ως κατηγορουμένη επί μαστροπεία. [6,1553,289,1587]
article-text: ΑΘΗΝΑΙ, 16.— Διά πράξεως δημοσιευθείσης εις τό ύπ' άριθμόν 14 τεύχος Γ' φύλλον τής «Έφημερίδος τής Κυβερνήσεως» προάγονται οί εξής λειτουργοί. Πρωτοδικαστικός. Εις τάς θέσεις τής δημοτικής εκπαιδεύσεως του νομού Σερρών μετατίθενται και διορίζονται οι κάτωθι. [6,109,289,175]
article-text: ΑΘΗΝΑΙ, 16.— Παρουσία του Αντιβασιλέως εκόπη ή πίττα όλων των σωμάτων ασφαλείας. [1329,1178,1506,1211]
headline: ΠΡΟΒΛΕΠΕΤΑΙ ΝΑ ΠΕΝΤΑΠΛΑΣΙΑΣΘΗ ΕΝΤΟΣ 10ΕΤΙΑΣ Η ΣΥΝΟΛΙΚΗ ΚΙΝΗΣΙΣ ΤΩΝ ΕΛΛΗΝΙΚΩΝ ΑΕΡΟΛΙΜΕΝΩΝ [7,1000,288,1052]
article-text: ΑΘΗΝΑΙ, 16.— Διά πράξεων του υπουργού διορίζονται βοηθοί και παρασκευασταί εις τα σπουδαστήρια. [1140,1708,1317,1741]
article-text: Έκ του Γραφείου Τύπου του υπουργείου Συγκοινωνιών ανακοινούται ότι ό υπουργός ενημερώθη επί των θεμάτων των σιδηροδρομικών. [301,45,531,90]
article-text: ΑΘΗΝΑΙ, 16.— Άθωώθη ύπό του Τριμελούς Πλημμελειοδικείου Αθηνών ή περιβόητος Μπόννυ, ή οποία είχε παραπεμφθή ως κατηγορουμένη επί μαστροπεία. [6,504,289,538]
article-text: ΑΘΗΝΑΙ, 16.— Δι' αποφάσεως του υπουργού Συγκοινωνιών, δημοσιευθείσης εις την «Εφημερίδα της Κυβερνήσεως», τοποθετούνται εις οργανικάς θέσεις έκτακτοι ταχυδρομικοί υπάλληλοι. [741,1425,930,1491]
